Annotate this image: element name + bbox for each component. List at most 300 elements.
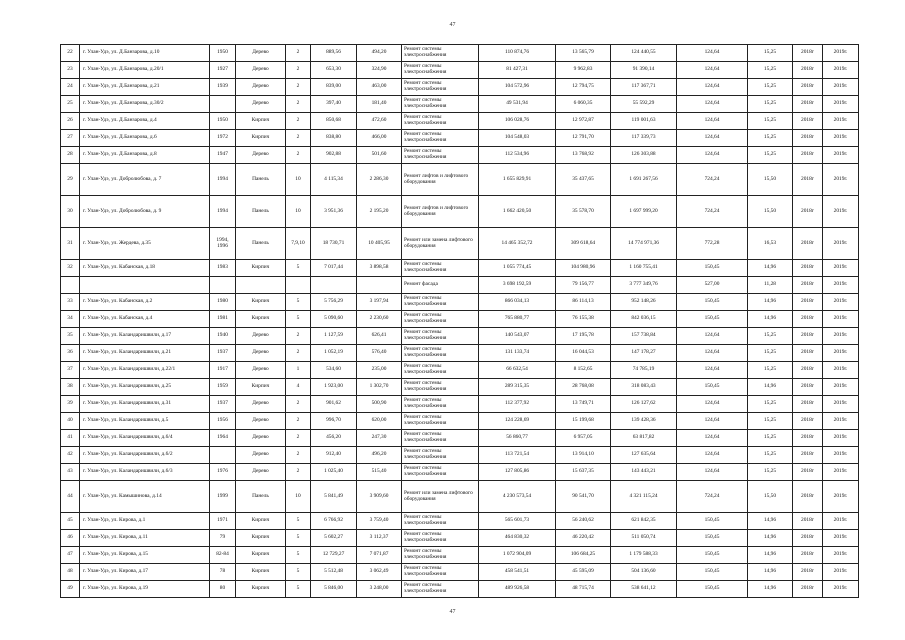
percent-cell: 14,96 xyxy=(748,564,793,581)
cost-cell: 565 601,73 xyxy=(479,513,556,530)
living-area-cell: 501,60 xyxy=(357,147,402,164)
total-area-cell: 5 841,49 xyxy=(311,481,357,513)
unit-rate-cell: 150,45 xyxy=(677,564,748,581)
living-area-cell: 494,20 xyxy=(357,45,402,62)
cost-extra-cell: 6 957,05 xyxy=(556,430,611,447)
row-number: 26 xyxy=(61,113,80,130)
year-built-cell: 80 xyxy=(210,581,236,598)
address-cell: г. Улан-Удэ, ул. Добролюбова, д. 9 xyxy=(80,196,210,228)
cost-extra-cell: 6 060,35 xyxy=(556,96,611,113)
floors-cell: 2 xyxy=(286,45,311,62)
cost-extra-cell: 16 044,53 xyxy=(556,345,611,362)
year-built-cell: 1994 xyxy=(210,164,236,196)
row-number: 23 xyxy=(61,62,80,79)
wall-material-cell: Дерево xyxy=(236,464,286,481)
work-type-cell: Ремонт системы электроснабжения xyxy=(402,430,479,447)
address-cell: г. Улан-Удэ, ул. Д.Банзарова, д.21 xyxy=(80,79,210,96)
floors-cell: 5 xyxy=(286,513,311,530)
cost-cell: 866 034,13 xyxy=(479,294,556,311)
floors-cell: 5 xyxy=(286,311,311,328)
repair-register-table xyxy=(60,44,859,598)
wall-material-cell: Кирпич xyxy=(236,260,286,277)
unit-rate-cell: 150,45 xyxy=(677,294,748,311)
address-cell: г. Улан-Удэ, ул. Д.Банзарова, д.30/2 xyxy=(80,96,210,113)
cost-total-cell: 55 592,29 xyxy=(611,96,677,113)
row-number: 37 xyxy=(61,362,80,379)
wall-material-cell: Панель xyxy=(236,196,286,228)
cost-cell: 765 880,77 xyxy=(479,311,556,328)
year-built-cell: 1971 xyxy=(210,513,236,530)
end-year-cell: 2019г. xyxy=(823,147,859,164)
unit-rate-cell: 150,45 xyxy=(677,260,748,277)
cost-cell: 140 543,07 xyxy=(479,328,556,345)
floors-cell: 2 xyxy=(286,345,311,362)
cost-total-cell: 1 691 267,56 xyxy=(611,164,677,196)
row-number: 35 xyxy=(61,328,80,345)
percent-cell: 14,96 xyxy=(748,530,793,547)
year-built-cell: 1939 xyxy=(210,79,236,96)
table-row xyxy=(61,62,859,79)
table-row xyxy=(61,379,859,396)
start-year-cell: 2018г xyxy=(793,113,823,130)
end-year-cell: 2019г. xyxy=(823,481,859,513)
total-area-cell: 534,60 xyxy=(311,362,357,379)
floors-cell: 5 xyxy=(286,547,311,564)
cost-extra-cell: 15 637,35 xyxy=(556,464,611,481)
row-number: 48 xyxy=(61,564,80,581)
floors-cell: 2 xyxy=(286,147,311,164)
percent-cell: 15,25 xyxy=(748,113,793,130)
work-type-cell: Ремонт системы электроснабжения xyxy=(402,530,479,547)
cost-total-cell: 139 428,36 xyxy=(611,413,677,430)
total-area-cell: 653,30 xyxy=(311,62,357,79)
work-type-cell: Ремонт фасада xyxy=(402,277,479,294)
unit-rate-cell: 124,64 xyxy=(677,96,748,113)
cost-extra-cell: 17 195,78 xyxy=(556,328,611,345)
start-year-cell: 2018г xyxy=(793,396,823,413)
cost-extra-cell: 15 199,68 xyxy=(556,413,611,430)
cost-cell: 104 572,96 xyxy=(479,79,556,96)
cost-total-cell: 126 127,62 xyxy=(611,396,677,413)
start-year-cell: 2018г xyxy=(793,362,823,379)
cost-total-cell: 3 777 349,76 xyxy=(611,277,677,294)
unit-rate-cell: 724,24 xyxy=(677,196,748,228)
address-cell: г. Улан-Удэ, ул. Каландаришвили, д.22/1 xyxy=(80,362,210,379)
table-row xyxy=(61,413,859,430)
address-cell: г. Улан-Удэ, ул. Д.Банзарова, д.10 xyxy=(80,45,210,62)
table-row xyxy=(61,113,859,130)
year-built-cell: 1994 xyxy=(210,196,236,228)
address-cell: г. Улан-Удэ, ул. Кирова, д.17 xyxy=(80,564,210,581)
cost-cell: 14 465 352,72 xyxy=(479,228,556,260)
floors-cell: 2 xyxy=(286,62,311,79)
wall-material-cell: Кирпич xyxy=(236,294,286,311)
cost-cell: 1 055 774,45 xyxy=(479,260,556,277)
year-built-cell: 82-84 xyxy=(210,547,236,564)
year-built-cell: 1950 xyxy=(210,45,236,62)
floors-cell: 2 xyxy=(286,396,311,413)
living-area-cell: 576,40 xyxy=(357,345,402,362)
cost-extra-cell: 90 541,70 xyxy=(556,481,611,513)
floors-cell: 5 xyxy=(286,260,311,277)
table-row xyxy=(61,228,859,260)
row-number: 22 xyxy=(61,45,80,62)
table-row xyxy=(61,447,859,464)
table-row xyxy=(61,96,859,113)
row-number: 46 xyxy=(61,530,80,547)
percent-cell: 15,25 xyxy=(748,345,793,362)
cost-total-cell: 63 817,82 xyxy=(611,430,677,447)
living-area-cell: 515,40 xyxy=(357,464,402,481)
end-year-cell: 2019г. xyxy=(823,581,859,598)
cost-total-cell: 504 136,60 xyxy=(611,564,677,581)
cost-extra-cell: 86 114,13 xyxy=(556,294,611,311)
address-cell: г. Улан-Удэ, ул. Кирова, д.1 xyxy=(80,513,210,530)
address-cell xyxy=(80,277,210,294)
work-type-cell: Ремонт системы электроснабжения xyxy=(402,328,479,345)
table-row xyxy=(61,396,859,413)
unit-rate-cell: 124,64 xyxy=(677,464,748,481)
cost-extra-cell: 8 152,65 xyxy=(556,362,611,379)
living-area-cell: 181,40 xyxy=(357,96,402,113)
total-area-cell: 996,70 xyxy=(311,413,357,430)
wall-material-cell: Панель xyxy=(236,164,286,196)
cost-extra-cell: 12 972,87 xyxy=(556,113,611,130)
floors-cell: 5 xyxy=(286,581,311,598)
cost-cell: 49 531,94 xyxy=(479,96,556,113)
row-number: 31 xyxy=(61,228,80,260)
total-area-cell xyxy=(311,277,357,294)
row-number xyxy=(61,277,80,294)
cost-cell: 4 230 573,54 xyxy=(479,481,556,513)
table-row xyxy=(61,328,859,345)
living-area-cell: 3 248,00 xyxy=(357,581,402,598)
cost-cell: 1 655 829,91 xyxy=(479,164,556,196)
floors-cell xyxy=(286,277,311,294)
table-row xyxy=(61,481,859,513)
cost-total-cell: 119 001,63 xyxy=(611,113,677,130)
work-type-cell: Ремонт системы электроснабжения xyxy=(402,96,479,113)
total-area-cell: 3 951,36 xyxy=(311,196,357,228)
cost-extra-cell: 13 565,79 xyxy=(556,45,611,62)
living-area-cell: 463,00 xyxy=(357,79,402,96)
living-area-cell: 2 230,60 xyxy=(357,311,402,328)
cost-total-cell: 538 641,12 xyxy=(611,581,677,598)
total-area-cell: 4 115,34 xyxy=(311,164,357,196)
living-area-cell: 247,30 xyxy=(357,430,402,447)
cost-extra-cell: 35 578,70 xyxy=(556,196,611,228)
table-row xyxy=(61,277,859,294)
year-built-cell xyxy=(210,447,236,464)
year-built-cell: 1940 xyxy=(210,328,236,345)
living-area-cell: 7 071,87 xyxy=(357,547,402,564)
end-year-cell: 2019г. xyxy=(823,530,859,547)
living-area-cell: 466,00 xyxy=(357,130,402,147)
work-type-cell: Ремонт системы электроснабжения xyxy=(402,62,479,79)
percent-cell: 15,25 xyxy=(748,147,793,164)
wall-material-cell: Кирпич xyxy=(236,547,286,564)
page-number-bottom: 47 xyxy=(449,609,456,615)
end-year-cell: 2019г. xyxy=(823,362,859,379)
cost-extra-cell: 79 156,77 xyxy=(556,277,611,294)
unit-rate-cell: 150,45 xyxy=(677,530,748,547)
table-row xyxy=(61,513,859,530)
start-year-cell: 2018г xyxy=(793,96,823,113)
cost-cell: 489 926,58 xyxy=(479,581,556,598)
cost-cell: 3 698 192,59 xyxy=(479,277,556,294)
table-row xyxy=(61,260,859,277)
address-cell: г. Улан-Удэ, ул. Д.Банзарова, д.8 xyxy=(80,147,210,164)
floors-cell: 4 xyxy=(286,379,311,396)
address-cell: г. Улан-Удэ, ул. Д.Банзарова, д.20/1 xyxy=(80,62,210,79)
cost-total-cell: 126 303,88 xyxy=(611,147,677,164)
floors-cell: 5 xyxy=(286,294,311,311)
work-type-cell: Ремонт лифтов и лифтового оборудования xyxy=(402,196,479,228)
wall-material-cell: Дерево xyxy=(236,96,286,113)
total-area-cell: 1 025,40 xyxy=(311,464,357,481)
table-row xyxy=(61,196,859,228)
work-type-cell: Ремонт системы электроснабжения xyxy=(402,45,479,62)
end-year-cell: 2019г. xyxy=(823,513,859,530)
cost-total-cell: 117 367,71 xyxy=(611,79,677,96)
unit-rate-cell: 527,00 xyxy=(677,277,748,294)
start-year-cell: 2018г xyxy=(793,62,823,79)
unit-rate-cell: 724,24 xyxy=(677,481,748,513)
unit-rate-cell: 124,64 xyxy=(677,130,748,147)
start-year-cell: 2018г xyxy=(793,277,823,294)
table-row xyxy=(61,345,859,362)
start-year-cell: 2018г xyxy=(793,581,823,598)
year-built-cell: 1981 xyxy=(210,311,236,328)
row-number: 36 xyxy=(61,345,80,362)
floors-cell: 7,9,10 xyxy=(286,228,311,260)
end-year-cell: 2019г. xyxy=(823,564,859,581)
wall-material-cell: Дерево xyxy=(236,430,286,447)
percent-cell: 14,96 xyxy=(748,379,793,396)
work-type-cell: Ремонт системы электроснабжения xyxy=(402,311,479,328)
start-year-cell: 2018г xyxy=(793,79,823,96)
wall-material-cell: Дерево xyxy=(236,396,286,413)
cost-total-cell: 952 148,26 xyxy=(611,294,677,311)
unit-rate-cell: 724,24 xyxy=(677,164,748,196)
row-number: 38 xyxy=(61,379,80,396)
start-year-cell: 2018г xyxy=(793,164,823,196)
work-type-cell: Ремонт системы электроснабжения xyxy=(402,564,479,581)
year-built-cell: 79 xyxy=(210,530,236,547)
address-cell: г. Улан-Удэ, ул. Каландаришвили, д.6/2 xyxy=(80,447,210,464)
living-area-cell: 10 405,95 xyxy=(357,228,402,260)
table-row xyxy=(61,311,859,328)
start-year-cell: 2018г xyxy=(793,464,823,481)
living-area-cell: 620,00 xyxy=(357,413,402,430)
wall-material-cell: Дерево xyxy=(236,147,286,164)
floors-cell: 2 xyxy=(286,413,311,430)
end-year-cell: 2019г. xyxy=(823,79,859,96)
cost-cell: 289 315,35 xyxy=(479,379,556,396)
cost-cell: 124 228,69 xyxy=(479,413,556,430)
table-row xyxy=(61,430,859,447)
work-type-cell: Ремонт системы электроснабжения xyxy=(402,413,479,430)
total-area-cell: 1 923,00 xyxy=(311,379,357,396)
table-body xyxy=(61,45,859,598)
cost-total-cell: 124 440,55 xyxy=(611,45,677,62)
cost-extra-cell: 48 715,74 xyxy=(556,581,611,598)
percent-cell: 15,50 xyxy=(748,481,793,513)
table-row xyxy=(61,79,859,96)
living-area-cell: 3 898,58 xyxy=(357,260,402,277)
percent-cell: 15,25 xyxy=(748,396,793,413)
unit-rate-cell: 124,64 xyxy=(677,413,748,430)
row-number: 27 xyxy=(61,130,80,147)
floors-cell: 10 xyxy=(286,481,311,513)
living-area-cell: 324,90 xyxy=(357,62,402,79)
work-type-cell: Ремонт системы электроснабжения xyxy=(402,513,479,530)
table-row xyxy=(61,464,859,481)
cost-cell: 127 805,86 xyxy=(479,464,556,481)
end-year-cell: 2019г. xyxy=(823,311,859,328)
wall-material-cell: Кирпич xyxy=(236,530,286,547)
page-number-top: 47 xyxy=(449,22,456,28)
living-area-cell: 2 195,20 xyxy=(357,196,402,228)
living-area-cell: 3 197,94 xyxy=(357,294,402,311)
cost-extra-cell: 46 220,42 xyxy=(556,530,611,547)
cost-total-cell: 621 842,35 xyxy=(611,513,677,530)
table-row xyxy=(61,564,859,581)
year-built-cell: 1976 xyxy=(210,464,236,481)
wall-material-cell: Дерево xyxy=(236,413,286,430)
end-year-cell: 2019г. xyxy=(823,464,859,481)
unit-rate-cell: 150,45 xyxy=(677,513,748,530)
cost-total-cell: 157 738,84 xyxy=(611,328,677,345)
year-built-cell: 1937 xyxy=(210,345,236,362)
percent-cell: 15,25 xyxy=(748,430,793,447)
cost-extra-cell: 12 791,70 xyxy=(556,130,611,147)
year-built-cell: 1959 xyxy=(210,379,236,396)
living-area-cell: 3 909,60 xyxy=(357,481,402,513)
year-built-cell xyxy=(210,96,236,113)
cost-extra-cell: 28 768,08 xyxy=(556,379,611,396)
cost-cell: 104 548,03 xyxy=(479,130,556,147)
percent-cell: 14,96 xyxy=(748,260,793,277)
address-cell: г. Улан-Удэ, ул. Каландаришвили, д.6/3 xyxy=(80,464,210,481)
year-built-cell: 1980 xyxy=(210,294,236,311)
percent-cell: 15,25 xyxy=(748,328,793,345)
cost-cell: 106 028,76 xyxy=(479,113,556,130)
cost-cell: 56 860,77 xyxy=(479,430,556,447)
wall-material-cell: Панель xyxy=(236,228,286,260)
percent-cell: 15,25 xyxy=(748,45,793,62)
end-year-cell: 2019г. xyxy=(823,164,859,196)
percent-cell: 15,25 xyxy=(748,79,793,96)
start-year-cell: 2018г xyxy=(793,196,823,228)
percent-cell: 15,25 xyxy=(748,413,793,430)
cost-cell: 458 541,51 xyxy=(479,564,556,581)
end-year-cell: 2019г. xyxy=(823,277,859,294)
unit-rate-cell: 124,64 xyxy=(677,430,748,447)
total-area-cell: 12 729,27 xyxy=(311,547,357,564)
end-year-cell: 2019г. xyxy=(823,260,859,277)
floors-cell: 2 xyxy=(286,464,311,481)
row-number: 25 xyxy=(61,96,80,113)
end-year-cell: 2019г. xyxy=(823,413,859,430)
work-type-cell: Ремонт или замена лифтового оборудования xyxy=(402,481,479,513)
total-area-cell: 1 052,19 xyxy=(311,345,357,362)
year-built-cell: 1950 xyxy=(210,113,236,130)
start-year-cell: 2018г xyxy=(793,379,823,396)
cost-total-cell: 74 785,19 xyxy=(611,362,677,379)
end-year-cell: 2019г. xyxy=(823,228,859,260)
address-cell: г. Улан-Удэ, ул. Каландаришвили, д.25 xyxy=(80,379,210,396)
total-area-cell: 5 846,00 xyxy=(311,581,357,598)
year-built-cell: 1937 xyxy=(210,396,236,413)
address-cell: г. Улан-Удэ, ул. Каландаришвили, д.6/4 xyxy=(80,430,210,447)
unit-rate-cell: 124,64 xyxy=(677,362,748,379)
unit-rate-cell: 124,64 xyxy=(677,447,748,464)
percent-cell: 15,25 xyxy=(748,447,793,464)
cost-total-cell: 1 160 755,41 xyxy=(611,260,677,277)
floors-cell: 2 xyxy=(286,130,311,147)
table-row xyxy=(61,147,859,164)
living-area-cell: 235,00 xyxy=(357,362,402,379)
address-cell: г. Улан-Удэ, ул. Кирова, д.19 xyxy=(80,581,210,598)
start-year-cell: 2018г xyxy=(793,328,823,345)
work-type-cell: Ремонт лифтов и лифтового оборудования xyxy=(402,164,479,196)
total-area-cell: 5 602,27 xyxy=(311,530,357,547)
total-area-cell: 1 127,59 xyxy=(311,328,357,345)
work-type-cell: Ремонт системы электроснабжения xyxy=(402,547,479,564)
start-year-cell: 2018г xyxy=(793,547,823,564)
row-number: 41 xyxy=(61,430,80,447)
start-year-cell: 2018г xyxy=(793,564,823,581)
total-area-cell: 5 090,60 xyxy=(311,311,357,328)
year-built-cell: 1994, 1996 xyxy=(210,228,236,260)
start-year-cell: 2018г xyxy=(793,430,823,447)
address-cell: г. Улан-Удэ, ул. Кабанская, д.2 xyxy=(80,294,210,311)
cost-extra-cell: 106 684,25 xyxy=(556,547,611,564)
address-cell: г. Улан-Удэ, ул. Каландаришвили, д.5 xyxy=(80,413,210,430)
address-cell: г. Улан-Удэ, ул. Кирова, д.11 xyxy=(80,530,210,547)
wall-material-cell xyxy=(236,277,286,294)
cost-cell: 113 721,54 xyxy=(479,447,556,464)
row-number: 40 xyxy=(61,413,80,430)
row-number: 43 xyxy=(61,464,80,481)
address-cell: г. Улан-Удэ, ул. Д.Банзарова, д.4 xyxy=(80,113,210,130)
wall-material-cell: Кирпич xyxy=(236,379,286,396)
end-year-cell: 2019г. xyxy=(823,294,859,311)
unit-rate-cell: 124,64 xyxy=(677,345,748,362)
table-row xyxy=(61,362,859,379)
start-year-cell: 2018г xyxy=(793,481,823,513)
total-area-cell: 6 766,92 xyxy=(311,513,357,530)
row-number: 24 xyxy=(61,79,80,96)
start-year-cell: 2018г xyxy=(793,447,823,464)
table-row xyxy=(61,530,859,547)
end-year-cell: 2019г. xyxy=(823,62,859,79)
cost-extra-cell: 104 980,96 xyxy=(556,260,611,277)
cost-total-cell: 4 321 115,24 xyxy=(611,481,677,513)
cost-extra-cell: 13 768,92 xyxy=(556,147,611,164)
year-built-cell: 1927 xyxy=(210,62,236,79)
wall-material-cell: Кирпич xyxy=(236,581,286,598)
end-year-cell: 2019г. xyxy=(823,430,859,447)
address-cell: г. Улан-Удэ, ул. Камышинова, д.14 xyxy=(80,481,210,513)
address-cell: г. Улан-Удэ, ул. Каландаришвили, д.17 xyxy=(80,328,210,345)
wall-material-cell: Дерево xyxy=(236,345,286,362)
total-area-cell: 839,00 xyxy=(311,79,357,96)
table-row xyxy=(61,130,859,147)
row-number: 49 xyxy=(61,581,80,598)
living-area-cell xyxy=(357,277,402,294)
